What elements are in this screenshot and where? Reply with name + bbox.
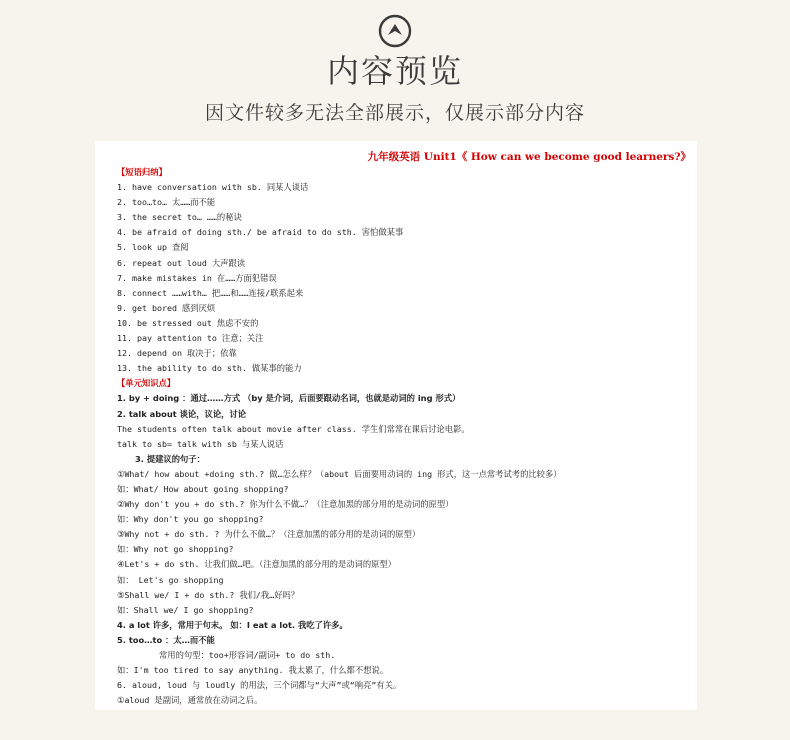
knowledge-line: 如： Let's go shopping [117, 574, 224, 585]
knowledge-line: 4. a lot 许多，常用于句末。 如：I eat a lot. 我吃了许多。 [117, 619, 348, 630]
knowledge-line: 如：I'm too tired to say anything. 我太累了，什么都不想说。 [117, 665, 389, 676]
page-subtitle: 因文件较多无法全部展示，仅展示部分内容 [204, 102, 585, 124]
document-heading: 九年级英语 Unit1《 How can we become good learners?》 [367, 151, 691, 163]
phrase-line: 6. repeat out loud 大声跟读 [117, 257, 246, 268]
phrase-line: 12. depend on 取决于；依靠 [117, 348, 237, 359]
knowledge-line: 如：What/ How about going shopping? [117, 483, 289, 494]
phrase-line: 13. the ability to do sth. 做某事的能力 [117, 363, 302, 374]
knowledge-line: talk to sb= talk with sb 与某人说话 [117, 438, 284, 449]
knowledge-line: The students often talk about movie after class. 学生们常常在课后讨论电影。 [117, 423, 470, 434]
section-heading: 【单元知识点】 [117, 378, 176, 389]
phrase-line: 5. look up 查阅 [117, 242, 189, 253]
page-title: 内容预览 [326, 52, 463, 90]
knowledge-line: 常用的句型：too+形容词/副词+ to do sth. [159, 650, 336, 660]
knowledge-line: 如：Shall we/ I go shopping? [117, 604, 254, 615]
knowledge-line: ①What/ how about +doing sth.? 做…怎么样？（about 后面要用动词的 ing 形式，这一点常考试考的比较多） [117, 468, 562, 479]
phrase-line: 3. the secret to… ……的秘诀 [117, 212, 242, 223]
document-body [117, 165, 693, 708]
knowledge-line: 如：Why don't you go shopping? [117, 514, 264, 525]
knowledge-line: ③Why not + do sth. ? 为什么不做…？（注意加黑的部分用的是动词的原型） [117, 529, 421, 540]
knowledge-line: ④Let's + do sth. 让我们做…吧。（注意加黑的部分用的是动词的原型） [117, 559, 397, 570]
knowledge-line: ①aloud 是副词，通常放在动词之后。 [117, 695, 263, 706]
knowledge-line: 1. by + doing ：通过……方式 （by 是介词，后面要跟动名词，也就是动词的 ing 形式） [117, 393, 461, 404]
phrase-line: 9. get bored 感到厌烦 [117, 302, 216, 313]
phrase-line: 10. be stressed out 焦虑不安的 [117, 317, 259, 328]
knowledge-line: 6. aloud, loud 与 loudly 的用法，三个词都与“大声”或“响亮”有关。 [117, 680, 402, 691]
knowledge-line: ⑤Shall we/ I + do sth.? 我们/我…好吗？ [117, 589, 300, 600]
phrase-line: 1. have conversation with sb. 同某人谈话 [117, 182, 309, 193]
phrase-line: 4. be afraid of doing sth./ be afraid to do sth. 害怕做某事 [117, 227, 404, 238]
upload-arrow-circle-icon [378, 14, 412, 48]
phrase-line: 2. too…to… 太……而不能 [117, 197, 216, 208]
phrase-line: 8. connect ……with… 把……和……连接/联系起来 [117, 287, 304, 298]
phrase-line: 7. make mistakes in 在……方面犯错误 [117, 272, 277, 283]
section-heading: 【短语归纳】 [117, 167, 167, 177]
phrase-line: 11. pay attention to 注意；关注 [117, 333, 264, 344]
knowledge-line: ②Why don't you + do sth.? 你为什么不做…？（注意加黑的部分用的是动词的原型） [117, 499, 454, 510]
knowledge-line: 3. 提建议的句子： [135, 453, 205, 464]
knowledge-line: 5. too…to ：太…而不能 [117, 634, 215, 645]
knowledge-line: 如：Why not go shopping? [117, 544, 234, 555]
knowledge-line: 2. talk about 谈论，议论，讨论 [117, 408, 247, 419]
document-preview [95, 141, 697, 710]
